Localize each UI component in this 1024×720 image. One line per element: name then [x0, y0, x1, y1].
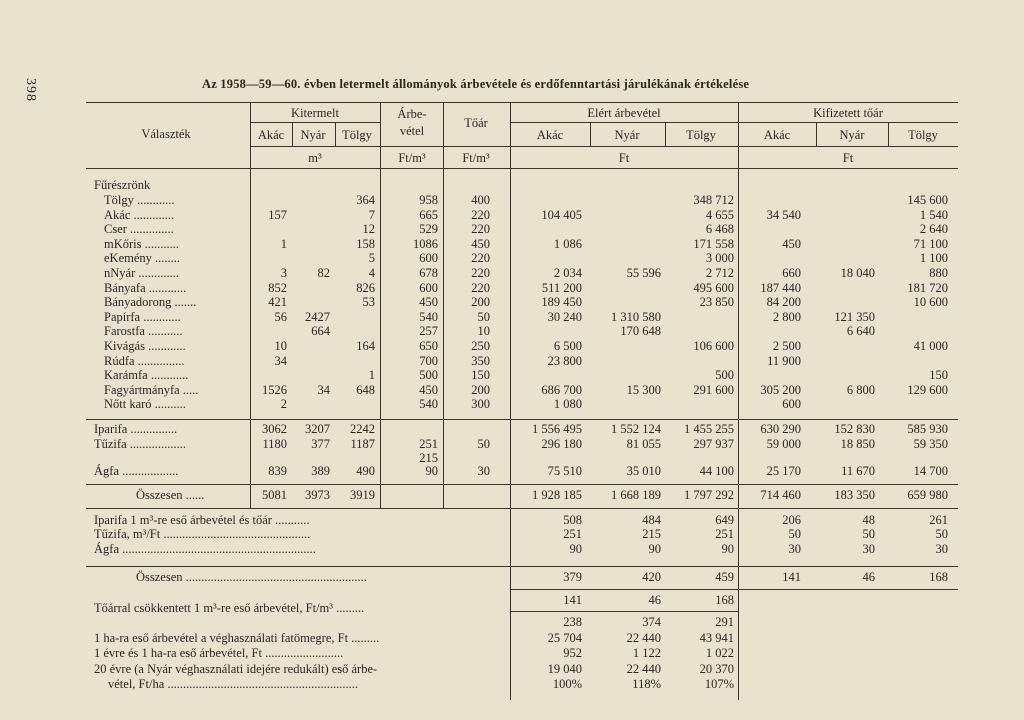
table-row-cell: 10: [477, 324, 490, 339]
col-rule-5: [443, 102, 444, 508]
table-row-cell: 600: [419, 251, 438, 266]
table-row-cell: 10 600: [913, 295, 948, 310]
unit-kifizetett: Ft: [842, 151, 854, 165]
header-rule-units: [250, 146, 958, 147]
per-m3-row-cell: 30: [788, 542, 801, 556]
osszesen-row-cell: 714 460: [760, 488, 801, 502]
total-row-cell: 50: [477, 437, 490, 451]
per-m3-row-cell: 508: [563, 513, 582, 527]
header-rule-elert: [510, 122, 958, 123]
table-row-label: Farostfa ...........: [104, 324, 183, 339]
per-m3-row-cell: 30: [862, 542, 875, 556]
table-row-cell: 181 720: [907, 280, 948, 295]
total-row-label: Iparifa ...............: [94, 422, 178, 436]
table-row-cell: 350: [471, 353, 490, 368]
header-kifizetett: Kifizetett tőár: [813, 106, 883, 120]
bottom-row-cell: 100%: [552, 677, 582, 691]
table-row-cell: 400: [471, 193, 490, 207]
header-arbevetel-1: Árbe-: [397, 107, 427, 121]
bottom-row-cell: 43 941: [699, 631, 734, 645]
total-row-cell: 296 180: [541, 437, 582, 451]
col-rule-11: [888, 122, 889, 146]
table-row-cell: 852: [268, 280, 287, 295]
total-row-cell: 377: [311, 437, 330, 451]
table-row-cell: 4: [368, 266, 375, 280]
table-row-cell: 200: [471, 382, 490, 397]
table-row-cell: 364: [356, 193, 375, 207]
table-row-label: Kivágás ............: [104, 339, 186, 353]
table-rule-header: [86, 168, 958, 169]
table-row-cell: 700: [419, 353, 438, 368]
header-kitermelt: Kitermelt: [291, 106, 339, 120]
table-rule-osszesen: [86, 484, 958, 485]
col-rule-1: [250, 102, 251, 508]
table-row-cell: 1526: [262, 382, 287, 397]
bottom-row-cell: 1 022: [705, 646, 734, 660]
table-row-cell: 250: [471, 339, 490, 353]
table-row-cell: 18 040: [840, 266, 875, 280]
table-row-cell: 2 034: [553, 266, 582, 280]
table-row-cell: 500: [715, 368, 734, 383]
table-row-cell: 421: [268, 295, 287, 310]
table-row-cell: 1 310 580: [611, 309, 661, 324]
table-row-cell: 1: [368, 368, 375, 383]
table-row-cell: 23 850: [699, 295, 734, 310]
table-row-cell: 511 200: [541, 280, 582, 295]
table-row-cell: 880: [929, 266, 948, 280]
col-rule-2: [292, 122, 293, 146]
table-rule-summary: [86, 566, 958, 567]
csokkentett-label: Tőárral csökkentett 1 m³-re eső árbevétel, Ft/m³ .........: [94, 601, 365, 615]
table-row-cell: 2 500: [772, 339, 801, 353]
bottom-row-cell: 19 040: [547, 662, 582, 676]
table-row-cell: 665: [419, 207, 438, 222]
table-row-label: Nőtt karó ..........: [104, 397, 186, 412]
total-row-cell: 839: [268, 464, 287, 478]
per-m3-row-label: Ágfa ..............................................................: [94, 542, 316, 556]
header-elert-tolgy: Tölgy: [686, 128, 716, 142]
osszesen-row-cell: 659 980: [907, 488, 948, 502]
table-row-cell: 145 600: [907, 193, 948, 207]
table-row-cell: 104 405: [541, 207, 582, 222]
table-row-cell: 664: [311, 324, 330, 339]
col-rule-7: [590, 122, 591, 146]
bottom-value: 374: [642, 615, 661, 629]
table-row-cell: 660: [782, 266, 801, 280]
table-row-cell: 257: [419, 324, 438, 339]
header-elert-nyar: Nyár: [614, 128, 640, 142]
bottom-row-cell: 118%: [632, 677, 661, 691]
total-row-cell: 2242: [350, 422, 375, 436]
table-row-cell: 300: [471, 397, 490, 412]
total-row-cell: 3207: [305, 422, 330, 436]
table-row-cell: 2 800: [772, 309, 801, 324]
table-row-cell: 41 000: [913, 339, 948, 353]
osszesen-summary-row-cell: 420: [642, 570, 661, 584]
total-row-cell: 25 170: [766, 464, 801, 478]
total-row-label: Tűzifa ..................: [94, 437, 186, 451]
table-row-cell: 291 600: [693, 382, 734, 397]
total-row-cell: 90: [425, 464, 438, 478]
table-row-label: Cser ..............: [104, 222, 174, 237]
total-row-cell: 251: [419, 437, 438, 451]
header-kif-nyar: Nyár: [839, 128, 865, 142]
header-elert: Elért árbevétel: [587, 106, 661, 120]
table-row-cell: 34: [317, 382, 330, 397]
table-row-cell: 450: [782, 236, 801, 251]
bottom-value: 238: [563, 615, 582, 629]
table-row-cell: 220: [471, 266, 490, 280]
total-row-cell: 297 937: [693, 437, 734, 451]
total-row-cell: 215: [419, 451, 438, 465]
csokkentett-values-cell: 46: [648, 593, 661, 607]
osszesen-row-label: Összesen ......: [136, 488, 205, 502]
osszesen-row-cell: 3919: [350, 488, 375, 502]
table-row-cell: 450: [419, 295, 438, 310]
table-row-label: Tölgy ............: [104, 193, 175, 207]
table-row-cell: 23 800: [547, 353, 582, 368]
bottom-row-cell: 20 370: [699, 662, 734, 676]
table-row-cell: 5: [368, 251, 375, 266]
table-row-cell: 71 100: [913, 236, 948, 251]
per-m3-row-label: Iparifa 1 m³-re eső árbevétel és tőár ...........: [94, 513, 310, 527]
col-rule-6: [510, 102, 511, 700]
per-m3-row-cell: 50: [862, 527, 875, 541]
per-m3-row-cell: 649: [715, 513, 734, 527]
total-row-cell: 59 000: [766, 437, 801, 451]
header-valasztek: Választék: [141, 127, 191, 141]
unit-toar: Ft/m³: [462, 151, 490, 165]
table-row-cell: 170 648: [620, 324, 661, 339]
table-row-cell: 2 640: [919, 222, 948, 237]
total-row-cell: 1187: [350, 437, 375, 451]
header-rule-kitermelt: [250, 122, 380, 123]
table-row-cell: 2: [280, 397, 287, 412]
table-row-cell: 826: [356, 280, 375, 295]
table-row-cell: 1 100: [919, 251, 948, 266]
table-row-cell: 11 900: [767, 353, 801, 368]
header-kit-tolgy: Tölgy: [342, 128, 372, 142]
table-row-cell: 220: [471, 222, 490, 237]
osszesen-summary-row-cell: 168: [929, 570, 948, 584]
bottom-row-label: 20 évre (a Nyár véghasználati idejére redukált) eső árbe-: [94, 662, 378, 676]
total-row-cell: 18 850: [840, 437, 875, 451]
table-row-cell: 106 600: [693, 339, 734, 353]
total-row-cell: 35 010: [626, 464, 661, 478]
table-row-label: Akác .............: [104, 207, 175, 222]
table-row-cell: 2427: [305, 309, 330, 324]
total-row-cell: 75 510: [547, 464, 582, 478]
total-row-cell: 44 100: [699, 464, 734, 478]
table-row-cell: 55 596: [626, 266, 661, 280]
per-m3-row-label: Tűzifa, m³/Ft ...............................................: [94, 527, 311, 541]
table-row-cell: 220: [471, 207, 490, 222]
osszesen-row-cell: 183 350: [834, 488, 875, 502]
bottom-value: 291: [715, 615, 734, 629]
osszesen-row-cell: 1 928 185: [532, 488, 582, 502]
table-row-cell: 450: [471, 236, 490, 251]
per-m3-row-cell: 90: [648, 542, 661, 556]
table-row-cell: 150: [929, 368, 948, 383]
table-row-label: Fagyártmányfa .....: [104, 382, 199, 397]
table-row-label: Bányadorong .......: [104, 295, 197, 310]
table-row-cell: 158: [356, 236, 375, 251]
table-row-cell: 1 080: [553, 397, 582, 412]
table-row-cell: 150: [471, 368, 490, 383]
col-rule-3: [335, 122, 336, 146]
table-row-cell: 3: [280, 266, 287, 280]
bottom-row-cell: 22 440: [626, 631, 661, 645]
total-row-cell: 30: [477, 464, 490, 478]
osszesen-row-cell: 1 668 189: [611, 488, 661, 502]
table-row-cell: 650: [419, 339, 438, 353]
table-row-cell: 82: [317, 266, 330, 280]
table-row-cell: 30 240: [547, 309, 582, 324]
table-row-cell: 450: [419, 382, 438, 397]
osszesen-summary-row-cell: 379: [563, 570, 582, 584]
table-row-cell: 1: [280, 236, 287, 251]
table-row-cell: 200: [471, 295, 490, 310]
header-elert-akac: Akác: [536, 128, 564, 142]
table-row-cell: 600: [782, 397, 801, 412]
table-row-cell: 157: [268, 207, 287, 222]
bottom-row-cell: 107%: [704, 677, 734, 691]
col-rule-8: [665, 122, 666, 146]
table-row-cell: 121 350: [834, 309, 875, 324]
table-rule-iparifa: [86, 419, 958, 420]
unit-elert: Ft: [618, 151, 630, 165]
table-row-cell: 220: [471, 251, 490, 266]
header-toar: Tőár: [464, 116, 488, 130]
osszesen-row-cell: 1 797 292: [684, 488, 734, 502]
table-row-cell: 1086: [413, 236, 438, 251]
osszesen-summary-row-cell: 459: [715, 570, 734, 584]
table-rule-top: [86, 102, 958, 103]
osszesen-row-cell: 5081: [262, 488, 287, 502]
page-title: Az 1958—59—60. évben letermelt állományok árbevétele és erdőfenntartási járulékának értékelése: [202, 77, 750, 91]
table-row-cell: 6 640: [846, 324, 875, 339]
table-row-cell: 686 700: [541, 382, 582, 397]
unit-kitermelt: m³: [308, 151, 322, 165]
bottom-row-cell: 1 122: [632, 646, 661, 660]
table-row-cell: 1 540: [919, 207, 948, 222]
osszesen-row-cell: 3973: [305, 488, 330, 502]
table-row-label: Rúdfa ...............: [104, 353, 185, 368]
table-row-cell: 53: [362, 295, 375, 310]
total-row-cell: 1 455 255: [684, 422, 734, 436]
osszesen-summary-row-cell: 46: [862, 570, 875, 584]
table-row-cell: 678: [419, 266, 438, 280]
total-row-cell: 630 290: [760, 422, 801, 436]
table-row-cell: 34 540: [766, 207, 801, 222]
table-row-cell: 529: [419, 222, 438, 237]
total-row-cell: 152 830: [834, 422, 875, 436]
osszesen-summary-row-label: Összesen ..........................................................: [136, 570, 367, 584]
total-row-cell: 389: [311, 464, 330, 478]
unit-arbevetel: Ft/m³: [398, 151, 426, 165]
bottom-row-cell: 952: [563, 646, 582, 660]
bottom-row-cell: 22 440: [626, 662, 661, 676]
table-row-label: mKőris ...........: [104, 236, 179, 251]
per-m3-row-cell: 90: [721, 542, 734, 556]
header-kit-akac: Akác: [257, 128, 285, 142]
csokkentett-values-cell: 141: [563, 593, 582, 607]
bottom-row-cell: 25 704: [547, 631, 582, 645]
total-row-cell: 14 700: [913, 464, 948, 478]
table-row-cell: 500: [419, 368, 438, 383]
table-row-cell: 6 800: [846, 382, 875, 397]
table-row-cell: 348 712: [693, 193, 734, 207]
section-label: Fűrészrönk: [94, 178, 151, 192]
table-row-cell: 540: [419, 309, 438, 324]
per-m3-row-cell: 261: [929, 513, 948, 527]
table-row-label: Karámfa ............: [104, 368, 189, 383]
per-m3-row-cell: 50: [935, 527, 948, 541]
total-row-cell: 1 556 495: [532, 422, 582, 436]
per-m3-row-cell: 215: [642, 527, 661, 541]
total-row-label: Ágfa ..................: [94, 464, 179, 478]
bottom-row-label: vétel, Ft/ha .............................................................: [108, 677, 358, 691]
header-kif-tolgy: Tölgy: [908, 128, 938, 142]
per-m3-row-cell: 484: [642, 513, 661, 527]
total-row-cell: 1 552 124: [611, 422, 661, 436]
table-row-cell: 189 450: [541, 295, 582, 310]
per-m3-row-cell: 50: [788, 527, 801, 541]
table-row-cell: 1 086: [553, 236, 582, 251]
table-row-label: nNyár .............: [104, 266, 179, 280]
page-number: 398: [23, 78, 38, 102]
table-row-cell: 50: [477, 309, 490, 324]
table-rule-osszesen-bottom: [86, 508, 958, 509]
total-row-cell: 3062: [262, 422, 287, 436]
table-row-cell: 12: [362, 222, 375, 237]
total-row-cell: 59 350: [913, 437, 948, 451]
table-row-cell: 84 200: [766, 295, 801, 310]
per-m3-row-cell: 206: [782, 513, 801, 527]
header-kif-akac: Akác: [763, 128, 791, 142]
table-row-cell: 495 600: [693, 280, 734, 295]
csokkentett-values-cell: 168: [715, 593, 734, 607]
total-row-cell: 585 930: [907, 422, 948, 436]
table-row-cell: 7: [368, 207, 375, 222]
table-row-cell: 958: [419, 193, 438, 207]
table-row-cell: 220: [471, 280, 490, 295]
total-row-cell: 11 670: [841, 464, 875, 478]
col-rule-4: [380, 102, 381, 508]
header-arbevetel-2: vétel: [399, 124, 425, 138]
table-row-cell: 540: [419, 397, 438, 412]
table-row-cell: 6 468: [705, 222, 734, 237]
table-row-cell: 600: [419, 280, 438, 295]
osszesen-summary-row-cell: 141: [782, 570, 801, 584]
per-m3-row-cell: 90: [569, 542, 582, 556]
table-row-label: Papírfa ............: [104, 309, 181, 324]
table-row-cell: 15 300: [626, 382, 661, 397]
table-row-cell: 56: [274, 309, 287, 324]
total-row-cell: 81 055: [626, 437, 661, 451]
table-row-cell: 10: [274, 339, 287, 353]
bottom-row-label: 1 évre és 1 ha-ra eső árbevétel, Ft .........................: [94, 646, 344, 660]
table-row-cell: 3 000: [705, 251, 734, 266]
table-row-cell: 129 600: [907, 382, 948, 397]
table-rule-summary-bottom: [510, 589, 958, 590]
table-row-cell: 171 558: [693, 236, 734, 251]
bottom-row-label: 1 ha-ra eső árbevétel a véghasználati fatömegre, Ft .........: [94, 631, 380, 645]
table-rule-csokkentett: [510, 611, 738, 612]
per-m3-row-cell: 48: [862, 513, 875, 527]
table-row-cell: 4 655: [705, 207, 734, 222]
per-m3-row-cell: 251: [715, 527, 734, 541]
table-row-cell: 187 440: [760, 280, 801, 295]
table-row-cell: 648: [356, 382, 375, 397]
table-row-cell: 34: [274, 353, 287, 368]
col-rule-9: [738, 102, 739, 700]
col-rule-10: [816, 122, 817, 146]
total-row-cell: 490: [356, 464, 375, 478]
table-row-cell: 2 712: [705, 266, 734, 280]
total-row-cell: 1180: [262, 437, 287, 451]
table-row-label: Bányafa ............: [104, 280, 187, 295]
table-row-cell: 6 500: [553, 339, 582, 353]
table-row-label: eKemény ........: [104, 251, 181, 266]
table-row-cell: 164: [356, 339, 375, 353]
per-m3-row-cell: 30: [935, 542, 948, 556]
table-row-cell: 305 200: [760, 382, 801, 397]
header-kit-nyar: Nyár: [300, 128, 326, 142]
per-m3-row-cell: 251: [563, 527, 582, 541]
